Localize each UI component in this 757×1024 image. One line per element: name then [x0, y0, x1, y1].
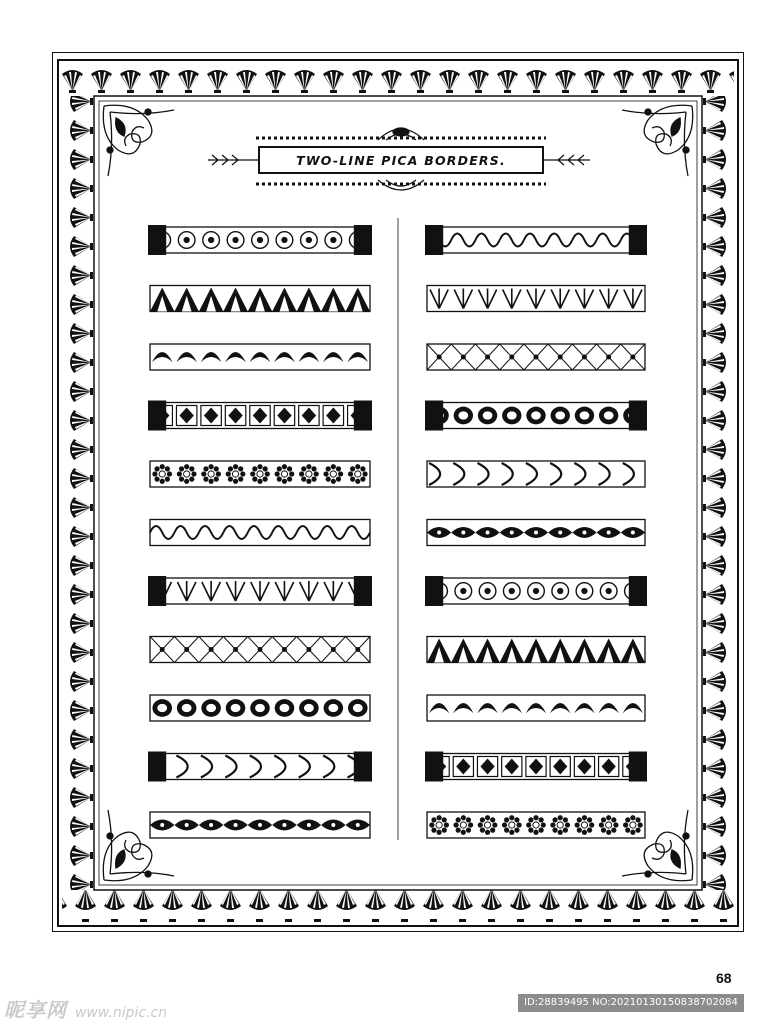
- triangle-palmette-border: [150, 520, 370, 546]
- watermark-id: ID:28839495 NO:20210130150838702084: [518, 994, 744, 1012]
- rosette-star-border: [150, 461, 370, 487]
- left-border-samples: [148, 225, 372, 838]
- swan-bird-border: [427, 695, 645, 721]
- circle-link-border: [427, 637, 645, 663]
- star-arch-border: [150, 637, 370, 663]
- scroll-corner-ornament-icon: [103, 105, 174, 176]
- diamond-lattice-border: [427, 812, 645, 838]
- scroll-corner-ornament-icon: [622, 105, 693, 176]
- watermark-brand: [4, 994, 167, 1023]
- right-border-samples: [425, 225, 647, 838]
- spiral-twist-border: [148, 752, 372, 782]
- title-plate: [258, 146, 544, 174]
- watermark-site: www.nipic.cn: [74, 1005, 168, 1021]
- page-title: TWO-LINE PICA BORDERS.: [296, 152, 506, 168]
- acanthus-leaf-border: [425, 225, 647, 255]
- bracket-panel-border: [148, 225, 372, 255]
- watermark-brand-name: 昵享网: [4, 998, 67, 1022]
- shell-scroll-border: [425, 401, 647, 431]
- scroll-flourish-border: [150, 286, 370, 312]
- lace-medallion-border: [427, 520, 645, 546]
- arch-drape-border: [427, 461, 645, 487]
- sawtooth-triangle-border: [425, 576, 647, 606]
- anthemion-fan-border: [148, 576, 372, 606]
- pendant-fan-border: [150, 695, 370, 721]
- vine-leaf-border: [150, 812, 370, 838]
- page-number: 68: [716, 970, 732, 986]
- wave-ripple-border: [425, 752, 647, 782]
- leaf-scroll-band-border: [150, 344, 370, 370]
- octagon-tile-border: [148, 401, 372, 431]
- trefoil-club-border: [427, 286, 645, 312]
- calligraphic-loop-border: [427, 344, 645, 370]
